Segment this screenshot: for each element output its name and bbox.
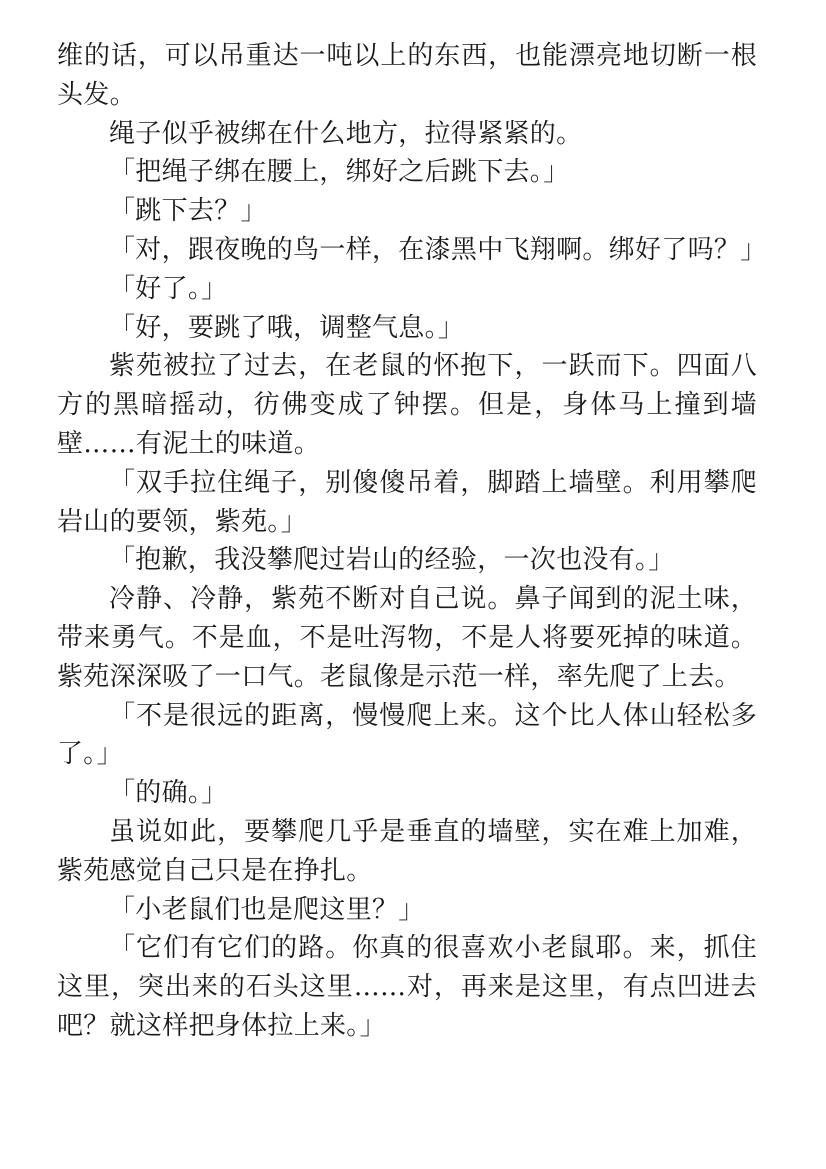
paragraph-dialogue: 「跳下去？」: [109, 196, 267, 227]
paragraph-dialogue: 「它们有它们的路。你真的很喜欢小老鼠耶。来，抓住这里，突出来的石头这里……对，再来是这里，有点凹进去吧？就这样把身体拉上来。」: [57, 933, 757, 1041]
paragraph-narration: 虽说如此，要攀爬几乎是垂直的墙壁，实在难上加难，紫苑感觉自己只是在挣扎。: [57, 816, 757, 886]
paragraph-dialogue: 「双手拉住绳子，别傻傻吊着，脚踏上墙壁。利用攀爬岩山的要领，紫苑。」: [57, 467, 757, 537]
paragraph-continued: 维的话，可以吊重达一吨以上的东西，也能漂亮地切断一根头发。: [57, 41, 757, 110]
paragraph-narration: 绳子似乎被绑在什么地方，拉得紧紧的。: [109, 118, 583, 149]
paragraph-dialogue: 「抱歉，我没攀爬过岩山的经验，一次也没有。」: [109, 545, 675, 576]
paragraph-dialogue: 「好了。」: [109, 273, 228, 304]
paragraph-dialogue: 「小老鼠们也是爬这里？」: [109, 894, 425, 925]
paragraph-narration: 紫苑被拉了过去，在老鼠的怀抱下，一跃而下。四面八方的黑暗摇动，彷佛变成了钟摆。但是，身体马上撞到墙壁……有泥土的味道。: [57, 351, 757, 459]
paragraph-narration: 冷静、冷静，紫苑不断对自己说。鼻子闻到的泥土味，带来勇气。不是血，不是吐泻物，不是人将要死掉的味道。紫苑深深吸了一口气。老鼠像是示范一样，率先爬了上去。: [57, 584, 757, 692]
book-page: [57, 37, 767, 1046]
paragraph-dialogue: 「不是很远的距离，慢慢爬上来。这个比人体山轻松多了。」: [57, 700, 757, 770]
paragraph-dialogue: 「对，跟夜晚的鸟一样，在漆黑中飞翔啊。绑好了吗？」: [109, 234, 767, 265]
paragraph-dialogue: 「的确。」: [109, 778, 228, 809]
paragraph-dialogue: 「好，要跳了哦，调整气息。」: [109, 312, 465, 343]
paragraph-dialogue: 「把绳子绑在腰上，绑好之后跳下去。」: [109, 157, 570, 188]
